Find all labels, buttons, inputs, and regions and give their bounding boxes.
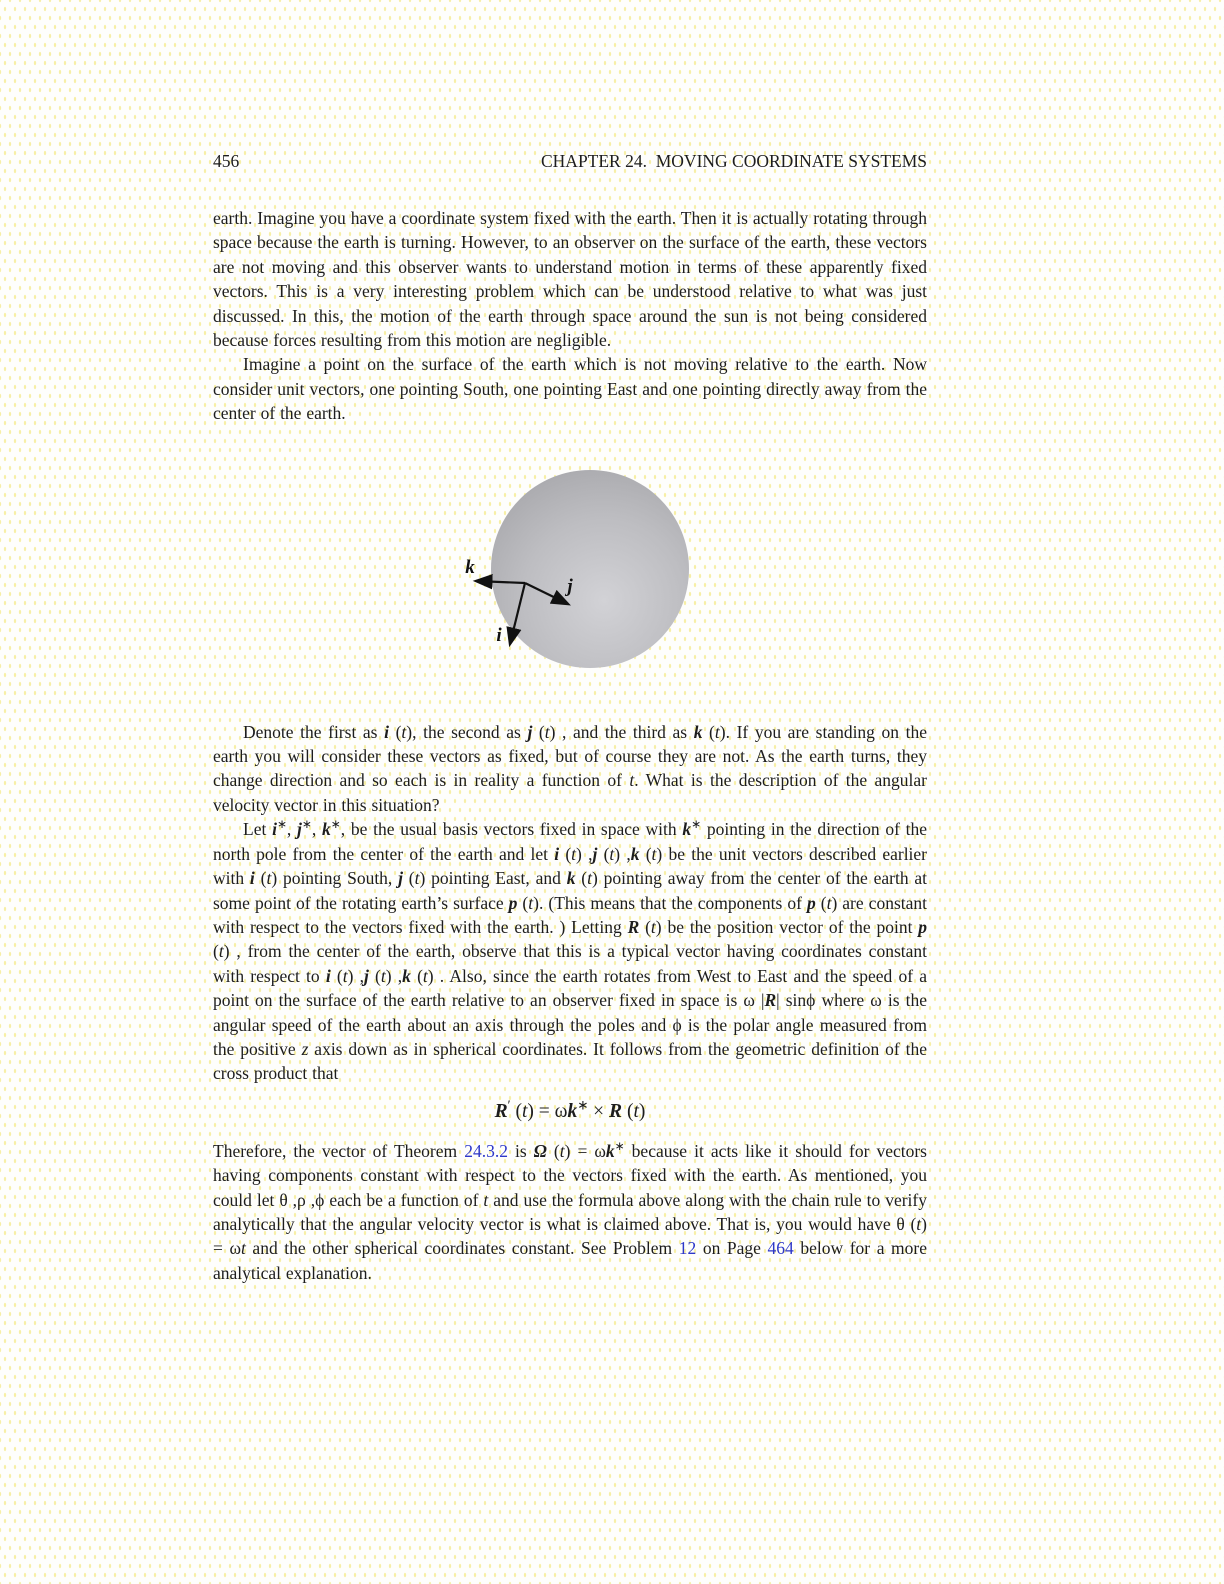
math-variable: t (629, 770, 635, 791)
math-vector: j (592, 843, 598, 864)
math-variable: t (544, 721, 550, 742)
math-vector: k (402, 965, 411, 986)
math-variable: t (714, 721, 720, 742)
math-vector: i (272, 819, 277, 840)
math-variable: t (650, 916, 656, 937)
math-vector: j (398, 868, 403, 889)
cross-reference-link[interactable]: 12 (678, 1238, 697, 1259)
math-vector: k (605, 1140, 615, 1161)
page-header (213, 150, 927, 172)
cross-product-equation: R′ (t) = ωk∗ × R (t) (494, 1097, 646, 1122)
math-superscript: ∗ (577, 1097, 589, 1113)
math-vector: i (325, 965, 331, 986)
math-vector: R (764, 990, 777, 1011)
math-variable: t (414, 868, 420, 889)
math-vector: j (297, 819, 302, 840)
math-vector: i (384, 721, 389, 742)
i-axis-arrow (510, 583, 525, 644)
math-variable: t (218, 941, 224, 962)
math-variable: t (528, 892, 534, 913)
paragraph-imagine-point: Imagine a point on the surface of the earth which is not moving relative to the earth. Now consider unit vectors, one pointing South, one pointing East and one pointing directly away from the center of the earth. (213, 354, 927, 424)
math-variable: t (401, 721, 407, 742)
page-number: 456 (213, 151, 240, 171)
math-variable: t (240, 1238, 246, 1259)
k-axis-arrow (476, 581, 525, 583)
k-axis-label: k (465, 556, 475, 578)
math-superscript: ∗ (330, 817, 341, 832)
cross-reference-link[interactable]: 464 (767, 1238, 794, 1259)
math-variable: t (651, 843, 657, 864)
math-vector: R (494, 1100, 508, 1122)
math-vector: j (364, 965, 369, 986)
math-variable: t (483, 1189, 489, 1210)
math-vector: i (554, 843, 560, 864)
math-variable: t (609, 843, 615, 864)
math-vector: Ω (533, 1140, 547, 1161)
math-vector: k (693, 721, 703, 742)
math-superscript: ′ (507, 1097, 511, 1113)
math-variable: t (266, 868, 272, 889)
math-vector: k (322, 819, 331, 840)
math-variable: t (826, 892, 832, 913)
math-variable: t (380, 965, 386, 986)
math-variable: t (587, 868, 592, 889)
math-vector: k (630, 843, 640, 864)
math-variable: t (422, 965, 428, 986)
math-superscript: ∗ (276, 817, 287, 832)
math-variable: t (916, 1213, 922, 1234)
math-superscript: ∗ (614, 1138, 625, 1153)
i-axis-label: i (496, 624, 502, 646)
math-vector: k (567, 1100, 578, 1122)
math-vector: i (249, 868, 255, 889)
math-variable: t (342, 965, 348, 986)
math-superscript: ∗ (301, 817, 312, 832)
math-variable: t (571, 843, 577, 864)
math-variable: t (559, 1140, 565, 1161)
math-vector: k (682, 819, 692, 840)
paragraph-earth-rotating: earth. Imagine you have a coordinate system fixed with the earth. Then it is actually rotating through space because the earth is turning. However, to an observer on the surface of the earth, these vectors are not moving and this observer wants to understand motion in terms of these apparently fixed vectors. This is a very interesting problem which can be understood relative to what was just discussed. In this, the motion of the earth through space around the sun is not being considered because forces resulting from this motion are negligible. (213, 208, 927, 351)
paragraph-denote-vectors: Denote the first as i (t), the second as j (t) , and the third as k (t). If you are standing on the earth you will consider these vectors as fixed, but of course they are not. As the earth turns, they change direction and so each is in reality a function of t. What is the description of the angular velocity vector in this situation? (213, 721, 928, 815)
math-variable: z (301, 1038, 309, 1059)
math-vector: R (609, 1100, 623, 1122)
paragraph-therefore: Therefore, the vector of Theorem 24.3.2 is Ω (t) = ωk∗ because it acts like it should for vectors having components constant with respect to the vectors fixed with the earth. As mentioned, you could let θ ,ρ ,ϕ each be a function of t and use the formula above along with the chain rule to verify analytically that the angular velocity vector is what is claimed above. That is, you would have θ (t) = ωt and the other spherical coordinates constant. See Problem 12 on Page 464 below for a more analytical explanation. (213, 1138, 928, 1283)
vector-arrows (213, 426, 927, 716)
text-column (213, 150, 927, 1285)
earth-vectors-figure (213, 426, 927, 716)
chapter-title: CHAPTER 24. MOVING COORDINATE SYSTEMS (541, 151, 927, 171)
j-axis-label: j (567, 575, 573, 597)
math-variable: t (521, 1100, 528, 1122)
math-superscript: ∗ (691, 817, 702, 832)
cross-reference-link[interactable]: 24.3.2 (464, 1140, 508, 1161)
j-axis-arrow (525, 583, 568, 604)
math-variable: t (633, 1100, 639, 1122)
math-vector: j (527, 721, 533, 742)
paragraph-basis-vectors: Let i∗, j∗, k∗, be the usual basis vectors fixed in space with k∗ pointing in the direction of the north pole from the center of the earth and let i (t) ,j (t) ,k (t) be the unit vectors described earlier with i (t) pointing South, j (t) pointing East, and k (t) pointing away from the center of the earth at some point of the rotating earth’s surface p (t). (This means that the components of p (t) are constant with respect to the vectors fixed with the earth. ) Letting R (t) be the position vector of the point p (t) , from the center of the earth, observe that this is a typical vector having coordinates constant with respect to i (t) ,j (t) ,k (t) . Also, since the earth rotates from West to East and the speed of a point on the surface of the earth relative to an observer fixed in space is ω |R| sinϕ where ω is the angular speed of the earth about an axis through the poles and ϕ is the polar angle measured from the positive z axis down as in spherical coordinates. It follows from the geometric definition of the cross product that (213, 817, 928, 1084)
math-vector: k (566, 868, 576, 889)
math-vector: p (918, 916, 928, 937)
math-vector: R (627, 916, 640, 937)
math-vector: p (806, 892, 816, 913)
math-vector: p (508, 892, 518, 913)
